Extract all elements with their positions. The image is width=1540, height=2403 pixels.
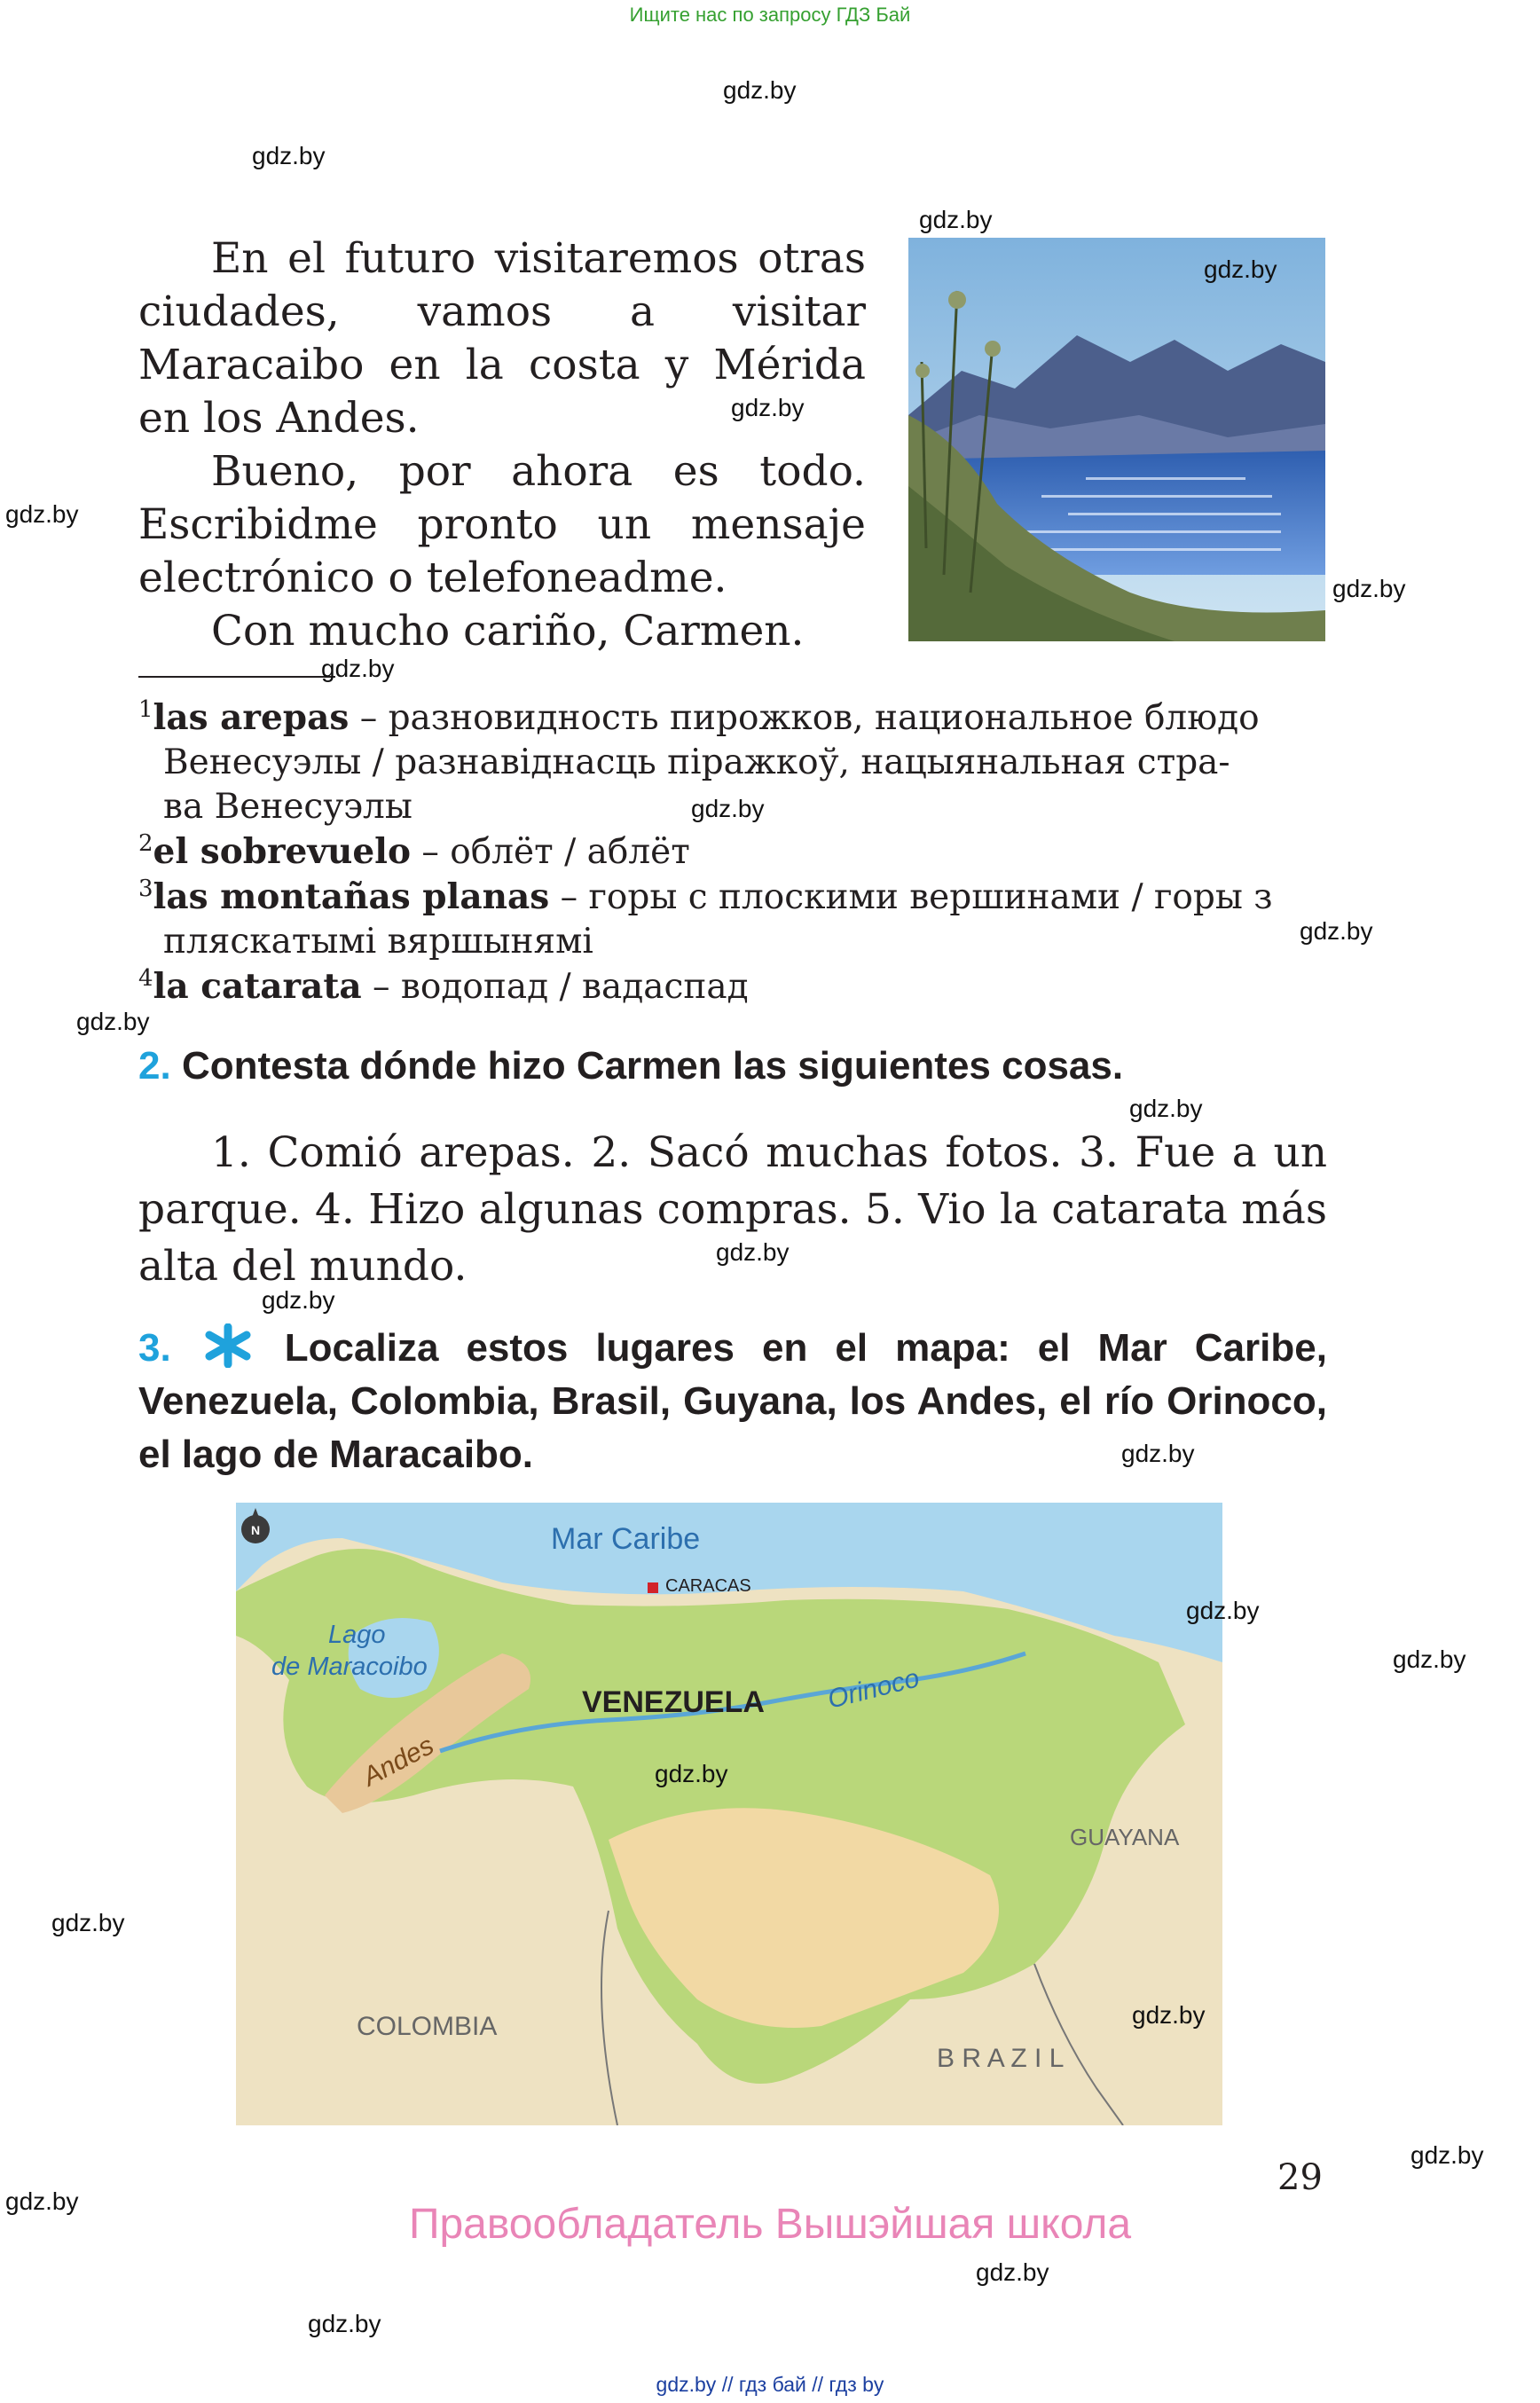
map-label-sea: Mar Caribe <box>551 1522 701 1556</box>
watermark: gdz.by <box>723 76 797 104</box>
footnote-term: las montañas planas <box>153 876 550 917</box>
watermark: gdz.by <box>655 1760 728 1787</box>
map-label-country: VENEZUELA <box>582 1685 765 1719</box>
page-number: 29 <box>1277 2157 1323 2198</box>
watermark: gdz.by <box>51 1909 125 1936</box>
task-instruction: Localiza estos lugares en el mapa: el Mar Caribe, Venezuela, Colombia, Brasil, Guyana, los Andes, el río Orinoco, el lago de Maracaibo. <box>138 1326 1327 1476</box>
watermark: gdz.by <box>5 2187 79 2215</box>
footnote-marker: 3 <box>138 876 153 902</box>
map-label-lake-2: de Maracoibo <box>271 1653 428 1681</box>
watermark: gdz.by <box>716 1238 790 1266</box>
footer-links[interactable]: gdz.by // гдз бай // гдз by <box>656 2373 884 2396</box>
task-2-heading <box>138 1040 1327 1093</box>
map-label-brazil: B R A Z I L <box>937 2044 1065 2073</box>
footnote-marker: 2 <box>138 830 153 857</box>
watermark: gdz.by <box>1129 1095 1203 1122</box>
letter-signature: Con mucho cariño, Carmen. <box>211 607 805 656</box>
watermark: gdz.by <box>919 206 993 233</box>
map-label-mountains: Andes <box>358 1731 439 1793</box>
letter-text <box>138 232 866 658</box>
map-label-river: Orinoco <box>824 1663 923 1715</box>
watermark: gdz.by <box>731 394 805 421</box>
footnote-term: la catarata <box>153 966 362 1007</box>
copyright-notice: Правообладатель Вышэйшая школа <box>408 2201 1132 2248</box>
watermark: gdz.by <box>262 1286 335 1314</box>
footnote-term: las arepas <box>153 697 350 738</box>
footnote-4 <box>138 964 1327 1009</box>
lake-photo-image <box>908 238 1325 641</box>
footnote-text: ва Венесуэлы <box>163 787 412 827</box>
watermark: gdz.by <box>1300 917 1373 945</box>
task-2-items <box>138 1125 1327 1295</box>
watermark: gdz.by <box>976 2258 1049 2286</box>
map-image <box>236 1503 1222 2125</box>
map-label-capital: CARACAS <box>665 1576 751 1596</box>
task-items-text: 1. Comió arepas. 2. Sacó muchas fotos. 3. Fue a un parque. 4. Hizo algunas compras. 5. Vio la catarata más alta del mundo. <box>138 1128 1327 1291</box>
watermark: gdz.by <box>1332 575 1406 602</box>
watermark: gdz.by <box>76 1008 150 1035</box>
footnotes <box>138 695 1327 1009</box>
footnote-text: – разновидность пирожков, национальное блюдо <box>349 698 1260 738</box>
footnote-term: el sobrevuelo <box>153 831 412 872</box>
venezuela-map <box>236 1503 1222 2125</box>
watermark: gdz.by <box>321 655 395 682</box>
watermark: gdz.by <box>1410 2141 1484 2169</box>
compass-label: N <box>250 1523 261 1537</box>
watermark: gdz.by <box>1121 1440 1195 1467</box>
footnote-text: Венесуэлы / разнавіднасць піражкоў, нацыянальная стра- <box>163 742 1230 782</box>
watermark: gdz.by <box>1393 1645 1466 1673</box>
watermark: gdz.by <box>252 142 326 169</box>
capital-marker <box>648 1582 658 1593</box>
footnote-text: – горы с плоскими вершинами / горы з <box>549 877 1273 917</box>
task-instruction: Contesta dónde hizo Carmen las siguientes cosas. <box>181 1044 1124 1088</box>
watermark: gdz.by <box>1186 1597 1260 1624</box>
task-number: 3. <box>138 1326 171 1370</box>
task-number: 2. <box>138 1044 171 1088</box>
map-label-lake-1: Lago <box>328 1621 386 1649</box>
letter-paragraph-1: En el futuro visitaremos otras ciudades, vamos a visitar Maracaibo en la costa y Mérida en los Andes. <box>138 234 866 443</box>
map-label-colombia: COLOMBIA <box>357 2012 498 2041</box>
footnote-marker: 1 <box>138 696 153 723</box>
lake-photo <box>908 238 1325 641</box>
watermark: gdz.by <box>1132 2001 1206 2029</box>
watermark: gdz.by <box>308 2310 381 2337</box>
footnote-3 <box>138 875 1327 964</box>
top-banner[interactable]: Ищите нас по запросу ГДЗ Бай <box>629 4 911 26</box>
footnote-text: – водопад / вадаспад <box>361 967 749 1007</box>
footnote-text: пляскатымі вяршынямі <box>163 922 593 962</box>
footnote-marker: 4 <box>138 965 153 992</box>
footnote-2 <box>138 829 1327 875</box>
asterisk-icon <box>202 1323 254 1368</box>
watermark: gdz.by <box>691 795 765 822</box>
watermark: gdz.by <box>5 500 79 528</box>
watermark: gdz.by <box>1204 255 1277 283</box>
map-label-guyana: GUAYANA <box>1070 1824 1180 1850</box>
footnote-text: – облёт / аблёт <box>411 832 690 872</box>
letter-paragraph-2: Bueno, por ahora es todo. Escribidme pronto un mensaje electrónico o telefoneadme. <box>138 447 866 602</box>
footnote-separator <box>138 676 335 678</box>
